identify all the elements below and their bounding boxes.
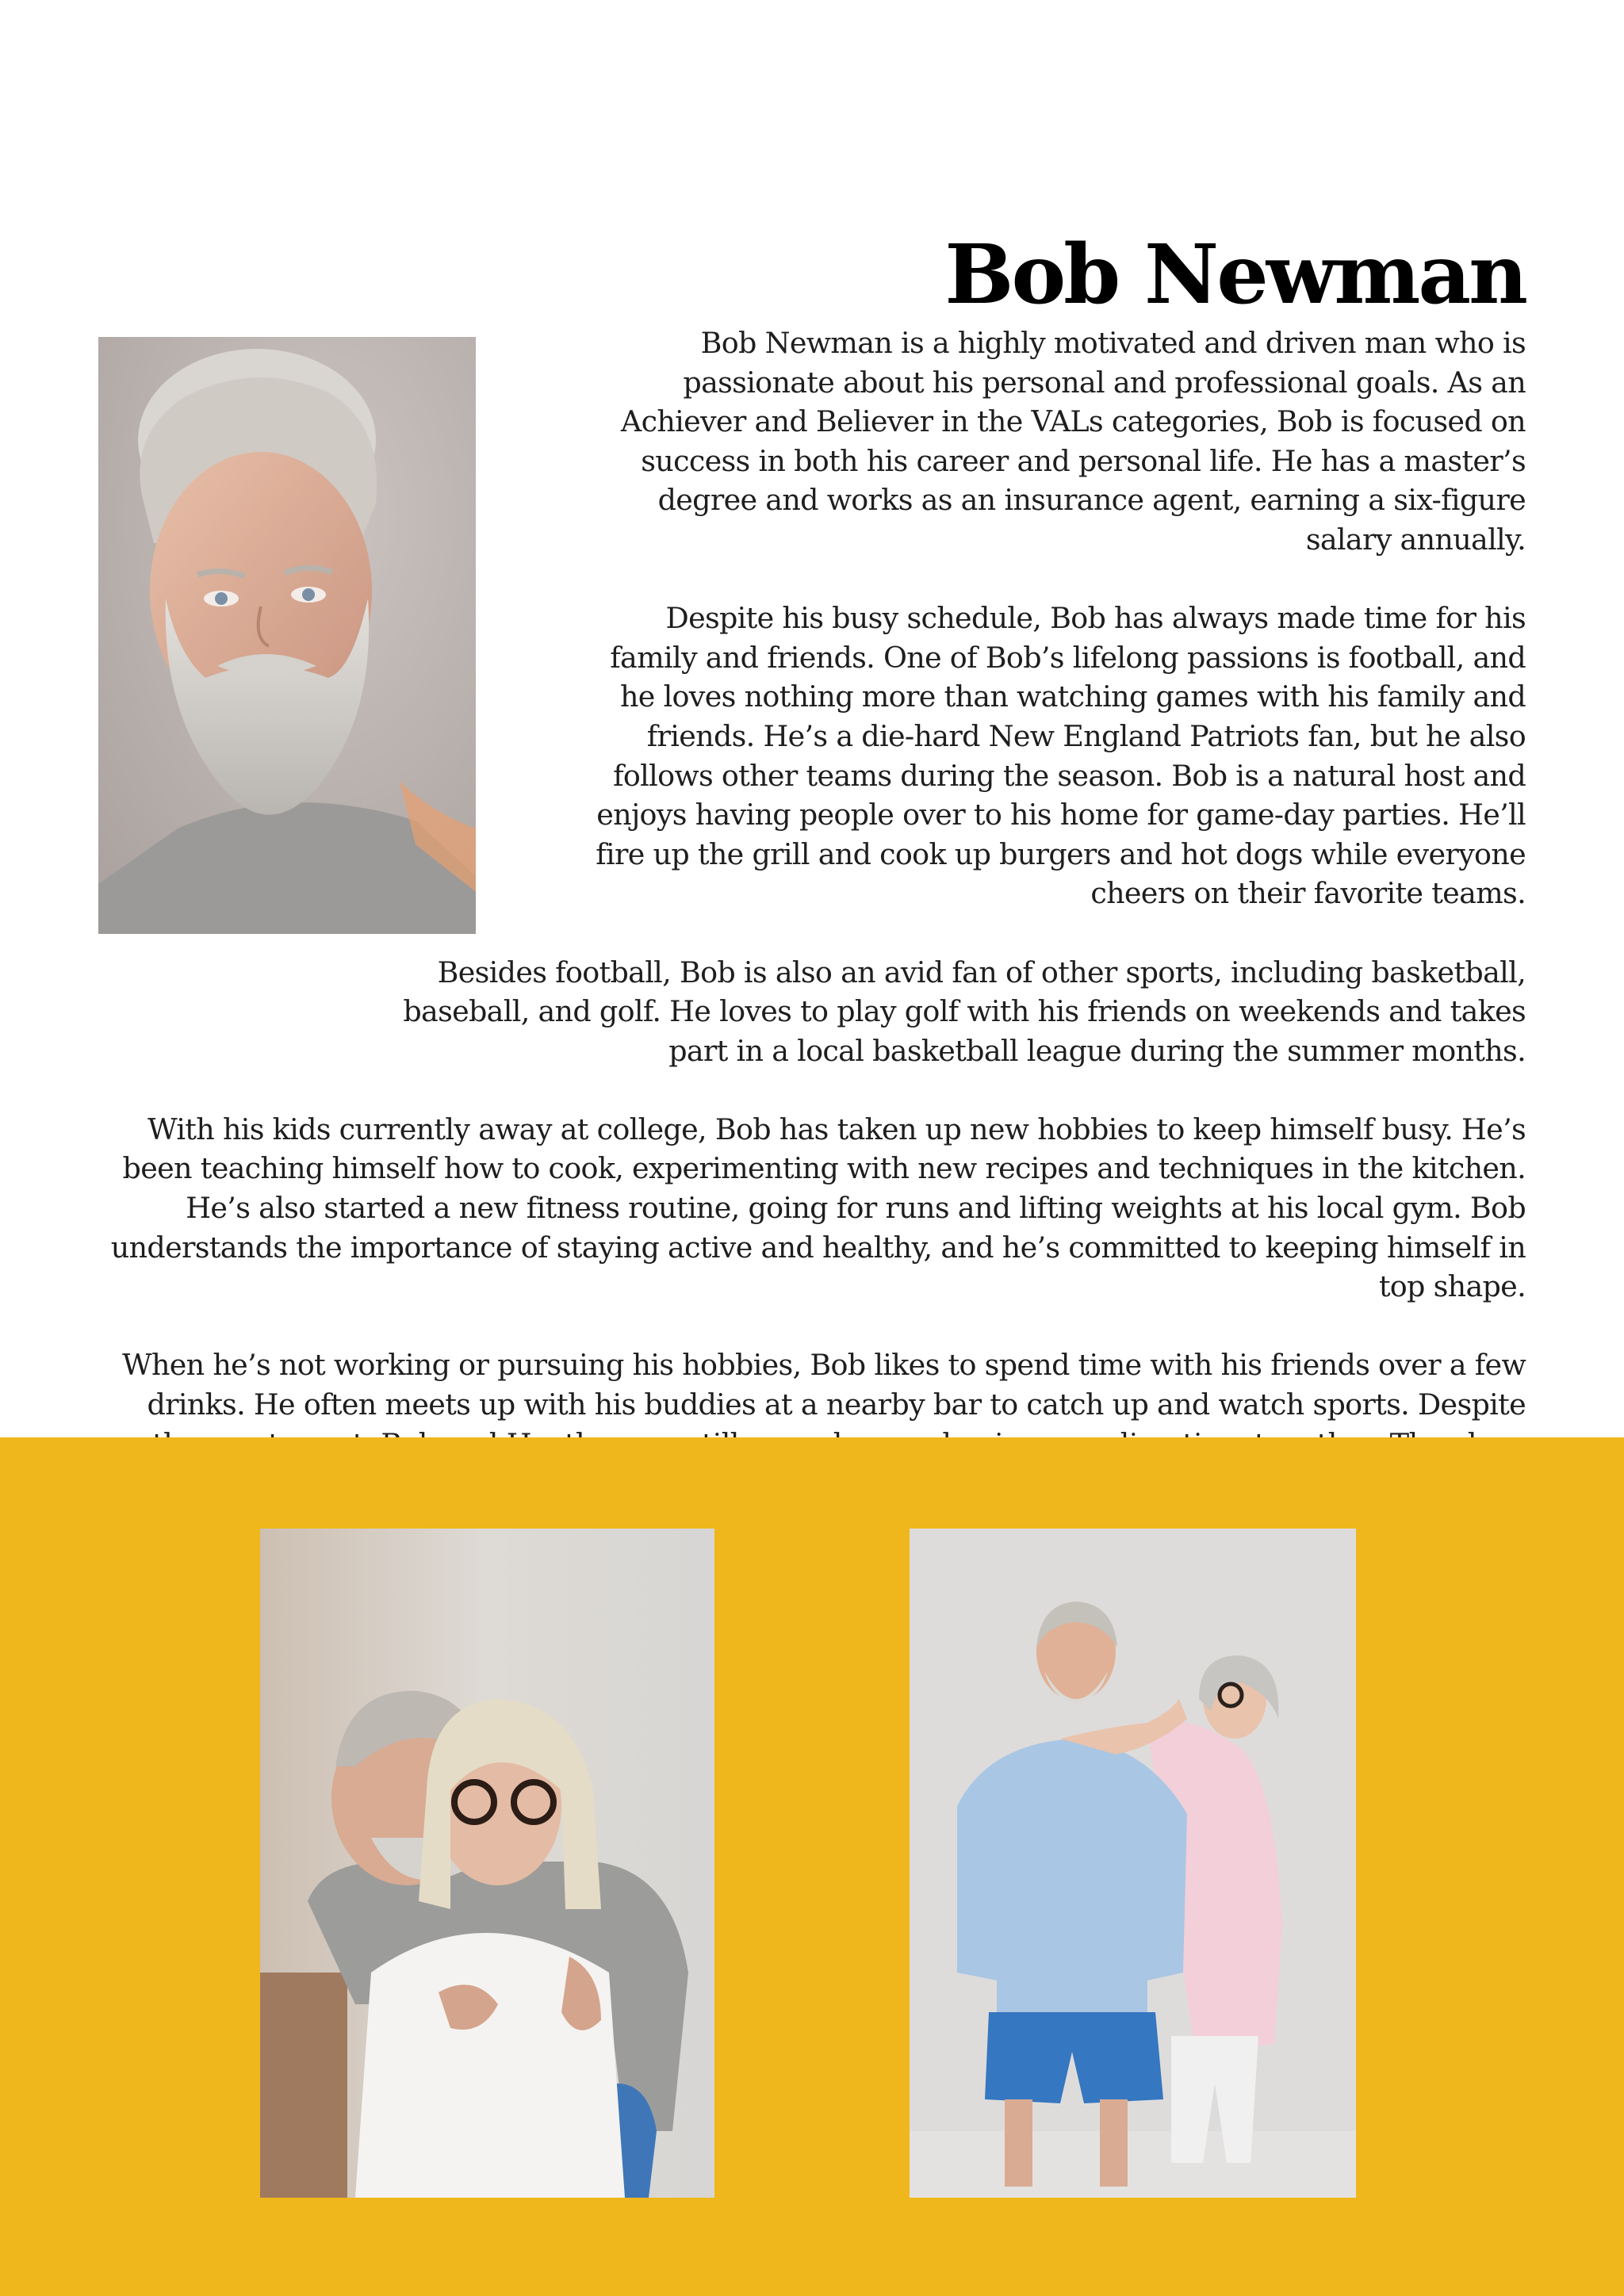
paragraph-1: Bob Newman is a highly motivated and driven man who is passionate about his personal and professional goals. As an Achiever and Believer in the VALs categories, Bob is focused on success in both his career and personal life. He has a master’s degree and works as an insurance agent, earning a six-figure salary annually.	[620, 326, 1526, 557]
paragraph-3: Besides football, Bob is also an avid fan of other sports, including basketball, baseball, and golf. He loves to play golf with his friends on weekends and takes part in a local basketball league during the summer months.	[403, 955, 1526, 1068]
page-title: Bob Newman	[944, 227, 1526, 323]
body-text	[98, 323, 1526, 1582]
paragraph-5: When he’s not working or pursuing his hobbies, Bob likes to spend time with his friends over a few drinks. He often meets up with his buddies at a nearby bar to catch up and watch sports. Despite	[122, 1348, 1526, 1422]
paragraph-4: With his kids currently away at college, Bob has taken up new hobbies to keep himself busy. He’s been teaching himself how to cook, experimenting with new recipes and techniques in the kitchen. He’s also started a new fitness routine, going for runs and lifting weights at his local gym. Bob understands the importance of staying active and healthy, and he’s committed to keeping himself in top shape.	[110, 1112, 1526, 1304]
couple-photo-hug	[260, 1529, 714, 2198]
photo-band	[0, 1437, 1624, 2296]
paragraph-2: Despite his busy schedule, Bob has always made time for his family and friends. One of Bob’s lifelong passions is football, and he loves nothing more than watching games with his family and friends. He’s a die-hard New England Patriots fan, but he also follows other teams during the season. Bob is a natural host and enjoys having people over to his home for game-day parties. He’ll fire up the grill and cook up burgers and hot dogs while everyone cheers on their favorite teams.	[596, 601, 1526, 911]
couple-standing-illustration	[910, 1529, 1356, 2198]
couple-hug-illustration	[260, 1529, 714, 2198]
couple-photo-standing	[910, 1529, 1356, 2198]
